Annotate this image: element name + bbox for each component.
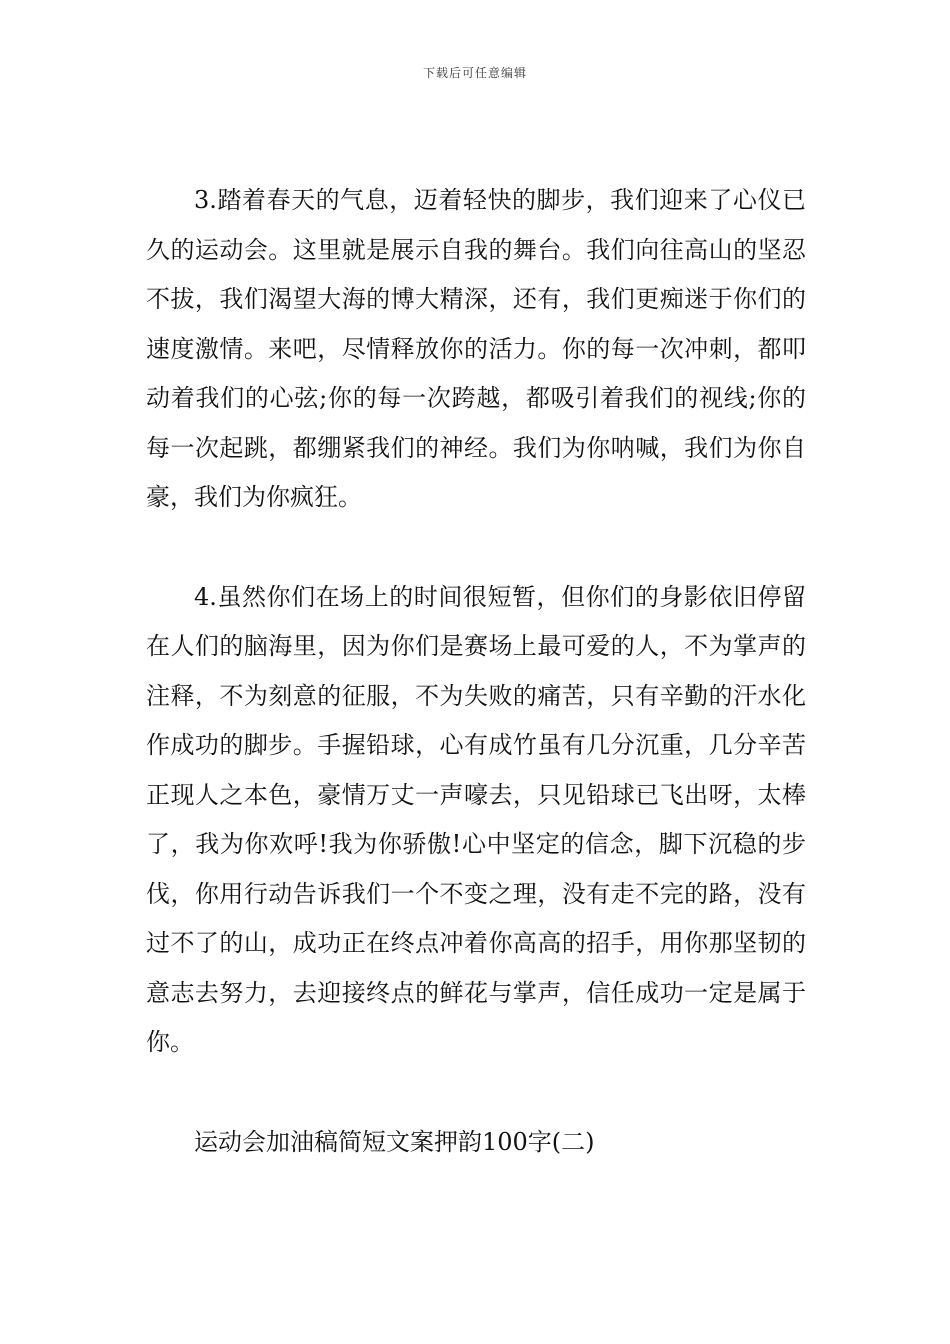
section-heading: 运动会加油稿简短文案押韵100字(二) xyxy=(194,1127,595,1156)
document-body xyxy=(146,176,806,1167)
page-header-note: 下载后可任意编辑 xyxy=(422,66,527,80)
paragraph-4: 4.虽然你们在场上的时间很短暂，但你们的身影依旧停留在人们的脑海里，因为你们是赛场上最可爱的人，不为掌声的注释，不为刻意的征服，不为失败的痛苦，只有辛勤的汗水化作成功的脚步。手握铅球，心有成竹虽有几分沉重，几分辛苦正现人之本色，豪情万丈一声嚎去，只见铅球已飞出呀，太棒了，我为你欢呼!我为你骄傲!心中坚定的信念，脚下沉稳的步伐，你用行动告诉我们一个不变之理，没有走不完的路，没有过不了的山，成功正在终点冲着你高高的招手，用你那坚韧的意志去努力，去迎接终点的鲜花与掌声，信任成功一定是属于你。 xyxy=(146,582,806,1056)
paragraph-3: 3.踏着春天的气息，迈着轻快的脚步，我们迎来了心仪已久的运动会。这里就是展示自我的舞台。我们向往高山的坚忍不拔，我们渴望大海的博大精深，还有，我们更痴迷于你们的速度激情。来吧，尽情释放你的活力。你的每一次冲刺，都叩动着我们的心弦;你的每一次跨越，都吸引着我们的视线;你的每一次起跳，都绷紧我们的神经。我们为你呐喊，我们为你自豪，我们为你疯狂。 xyxy=(146,186,806,511)
